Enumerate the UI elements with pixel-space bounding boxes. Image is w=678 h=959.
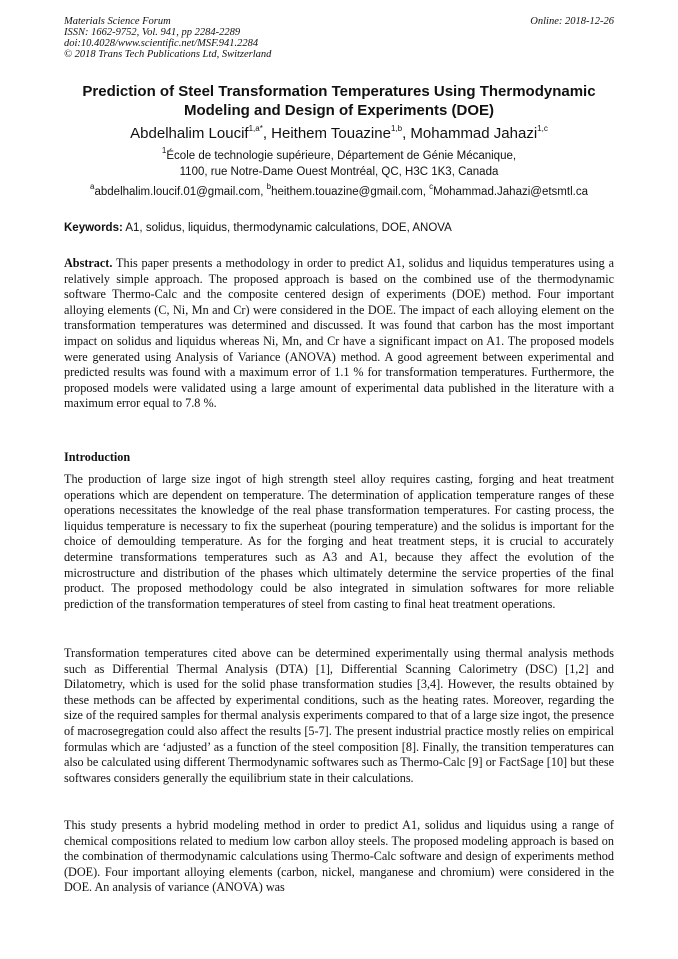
author-name: Heithem Touazine bbox=[271, 125, 391, 142]
journal-doi: doi:10.4028/www.scientific.net/MSF.941.2284 bbox=[64, 38, 259, 49]
keywords bbox=[64, 220, 614, 236]
section-heading-introduction: Introduction bbox=[64, 450, 131, 464]
intro-paragraph-3: This study presents a hybrid modeling method in order to predict A1, solidus and liquidus using a range of chemical compositions related to medium low carbon alloy steels. The proposed modeling approach is based on the combination of thermodynamic calculations using Thermo-Calc software and design of experiments method (DOE). Four important alloying elements (carbon, nickel, manganese and chromium) were considered in the DOE. An analysis of variance (ANOVA) was bbox=[64, 818, 614, 895]
keywords-text: A1, solidus, liquidus, thermodynamic calculations, DOE, ANOVA bbox=[125, 222, 452, 234]
email-sup: c bbox=[429, 182, 434, 192]
abstract-text: This paper presents a methodology in order to predict A1, solidus and liquidus temperatures using a relatively simple approach. The proposed approach is based on the combined use of the thermodynamic software Thermo-Calc and the composite centered design of experiments (DOE) method. Four important alloying elements (C, Ni, Mn and Cr) were considered in the DOE. The impact of each alloying element on the transformation temperatures was determined and discussed. It was found that carbon has the most important impact on solidus and liquidus whereas Ni, Mn, and Cr have a significant impact on A1. The proposed models were generated using Analysis of Variance (ANOVA) method. A good agreement between experimental and predicted results was found with a maximum error of 1.1 % for transformation temperatures. Furthermore, the proposed models were validated using a large amount of experimental data published in the literature with a maximum error equal to 7.8 %. bbox=[64, 256, 614, 411]
journal-header bbox=[64, 16, 614, 60]
email-address: Mohammad.Jahazi@etsmtl.ca bbox=[433, 186, 588, 198]
abstract bbox=[64, 256, 614, 412]
affiliation-line-1: École de technologie supérieure, Département de Génie Mécanique, bbox=[166, 150, 517, 162]
author-sup: 1,c bbox=[537, 124, 548, 133]
affiliation-line-2: 1100, rue Notre-Dame Ouest Montréal, QC, H3C 1K3, Canada bbox=[179, 166, 499, 178]
email-sup: a bbox=[90, 182, 95, 192]
journal-issn: ISSN: 1662-9752, Vol. 941, pp 2284-2289 bbox=[64, 27, 241, 38]
intro-paragraph-1: The production of large size ingot of high strength steel alloy requires casting, forging and heat treatment operations which are dependent on temperature. The determination of application temperature ranges of these operations necessitates the knowledge of the real phase transformation temperatures. For casting process, the liquidus temperature is necessary to fix the superheat (pouring temperature) and the solidus is important for the choice of demoulding temperature. As for the forging and heat treatment steps, it is crucial to accurately determine transformations temperatures such as A3 and A1, because they affect the evolution of the microstructure and distribution of the phases which ultimately determine the service properties of the final product. The proposed methodology could be also integrated in simulation softwares for more reliable prediction of the transformation temperatures of steel from casting to final heat treatment operations. bbox=[64, 472, 614, 611]
abstract-label: Abstract. bbox=[64, 256, 113, 270]
author-list: Abdelhalim Loucif$^{1,a*}$, Heithem Touazine$^{1,b}$, Mohammad Jahazi$^{1,c}$ bbox=[130, 124, 548, 142]
email-sup: b bbox=[266, 182, 272, 192]
email-list: $^a$abdelhalim.loucif.01@gmail.com, $^b$heithem.touazine@gmail.com, $^c$Mohammad.Jahazi@etsmtl.ca bbox=[90, 182, 588, 198]
paper-title: Prediction of Steel Transformation Temperatures Using Thermodynamic Modeling and Design of Experiments (DOE) bbox=[82, 83, 596, 119]
journal-copyright: © 2018 Trans Tech Publications Ltd, Switzerland bbox=[64, 49, 272, 60]
affiliation-sup: 1 bbox=[161, 146, 167, 156]
email-address: abdelhalim.loucif.01@gmail.com bbox=[94, 186, 261, 198]
author-sup: 1,a* bbox=[248, 124, 263, 133]
author-sup: 1,b bbox=[390, 124, 403, 133]
online-date: Online: 2018-12-26 bbox=[530, 16, 614, 27]
author-name: Abdelhalim Loucif bbox=[130, 125, 249, 142]
keywords-label: Keywords: bbox=[64, 222, 123, 234]
author-name: Mohammad Jahazi bbox=[410, 125, 538, 142]
email-address: heithem.touazine@gmail.com bbox=[271, 186, 423, 198]
affiliation bbox=[40, 148, 638, 180]
journal-name: Materials Science Forum bbox=[64, 16, 171, 27]
intro-paragraph-2: Transformation temperatures cited above can be determined experimentally using thermal analysis methods such as Differential Thermal Analysis (DTA) [1], Differential Scanning Calorimetry (DSC) [1,2] and Dilatometry, which is used for the solid phase transformation studies [3,4]. However, the results obtained by these methods can be affected by experimental conditions, such as the heating rates. Moreover, regarding the size of the required samples for thermal analysis experiments compared to that of a large size ingot, the presence of macrosegregation could also affect the results [5-7]. The present industrial practice mostly relies on empirical formulas which are ‘adjusted’ as a function of the steel composition [8]. Finally, the transition temperatures can also be calculated using different Thermodynamic softwares such as Thermo-Calc [9] or FactSage [10] but these softwares considers generally the equilibrium state in their calculations. bbox=[64, 646, 614, 785]
